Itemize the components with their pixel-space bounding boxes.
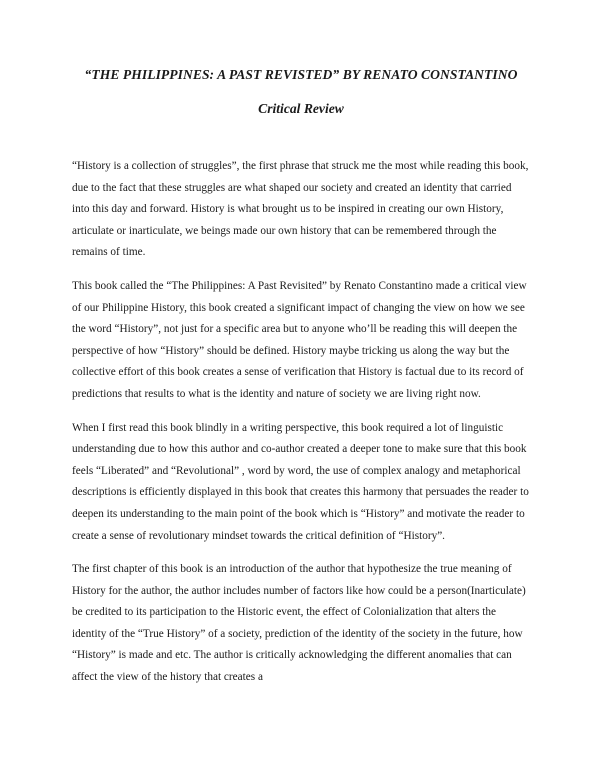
paragraph: When I first read this book blindly in a writing perspective, this book required a lot of linguistic understanding due to how this author and co-author created a deeper tone to make sure that this book feels “Liberated” and “Revolutional” , word by word, the use of complex analogy and metaphorical descriptions is efficiently displayed in this book that creates this harmony that persuades the reader to deepen its understanding to the main point of the book which is “History” and motivate the reader to create a sense of revolutionary mindset towards the critical definition of “History”. xyxy=(72,421,529,542)
paragraph: This book called the “The Philippines: A Past Revisited” by Renato Constantino made a critical view of our Philippine History, this book created a significant impact of changing the view on how we see the word “History”, not just for a specific area but to anyone who’ll be reading this will deepen the perspective of how “History” should be defined. History maybe tricking us along the way but the collective effort of this book creates a sense of verification that History is factual due to its record of predictions that results to what is the identity and nature of society we are living right now. xyxy=(72,279,527,400)
document-title: “THE PHILIPPINES: A PAST REVISTED” BY RENATO CONSTANTINO xyxy=(84,67,518,82)
paragraph: “History is a collection of struggles”, the first phrase that struck me the most while reading this book, due to the fact that these struggles are what shaped our society and created an identity that carried into this day and forward. History is what brought us to be inspired in creating our own History, articulate or inarticulate, we beings made our own history that can be remembered through the remains of time. xyxy=(72,160,529,259)
document-subtitle: Critical Review xyxy=(258,101,344,116)
paragraph: The first chapter of this book is an introduction of the author that hypothesize the true meaning of History for the author, the author includes number of factors like how could be a person(Inarticulate) be credited to its participation to the Historic event, the effect of Colonialization that alters the identity of the “True History” of a society, prediction of the identity of the society in the future, how “History” is made and etc. The author is critically acknowledging the different anomalies that can affect the view of the history that creates a xyxy=(72,563,526,684)
document-body xyxy=(72,156,530,689)
